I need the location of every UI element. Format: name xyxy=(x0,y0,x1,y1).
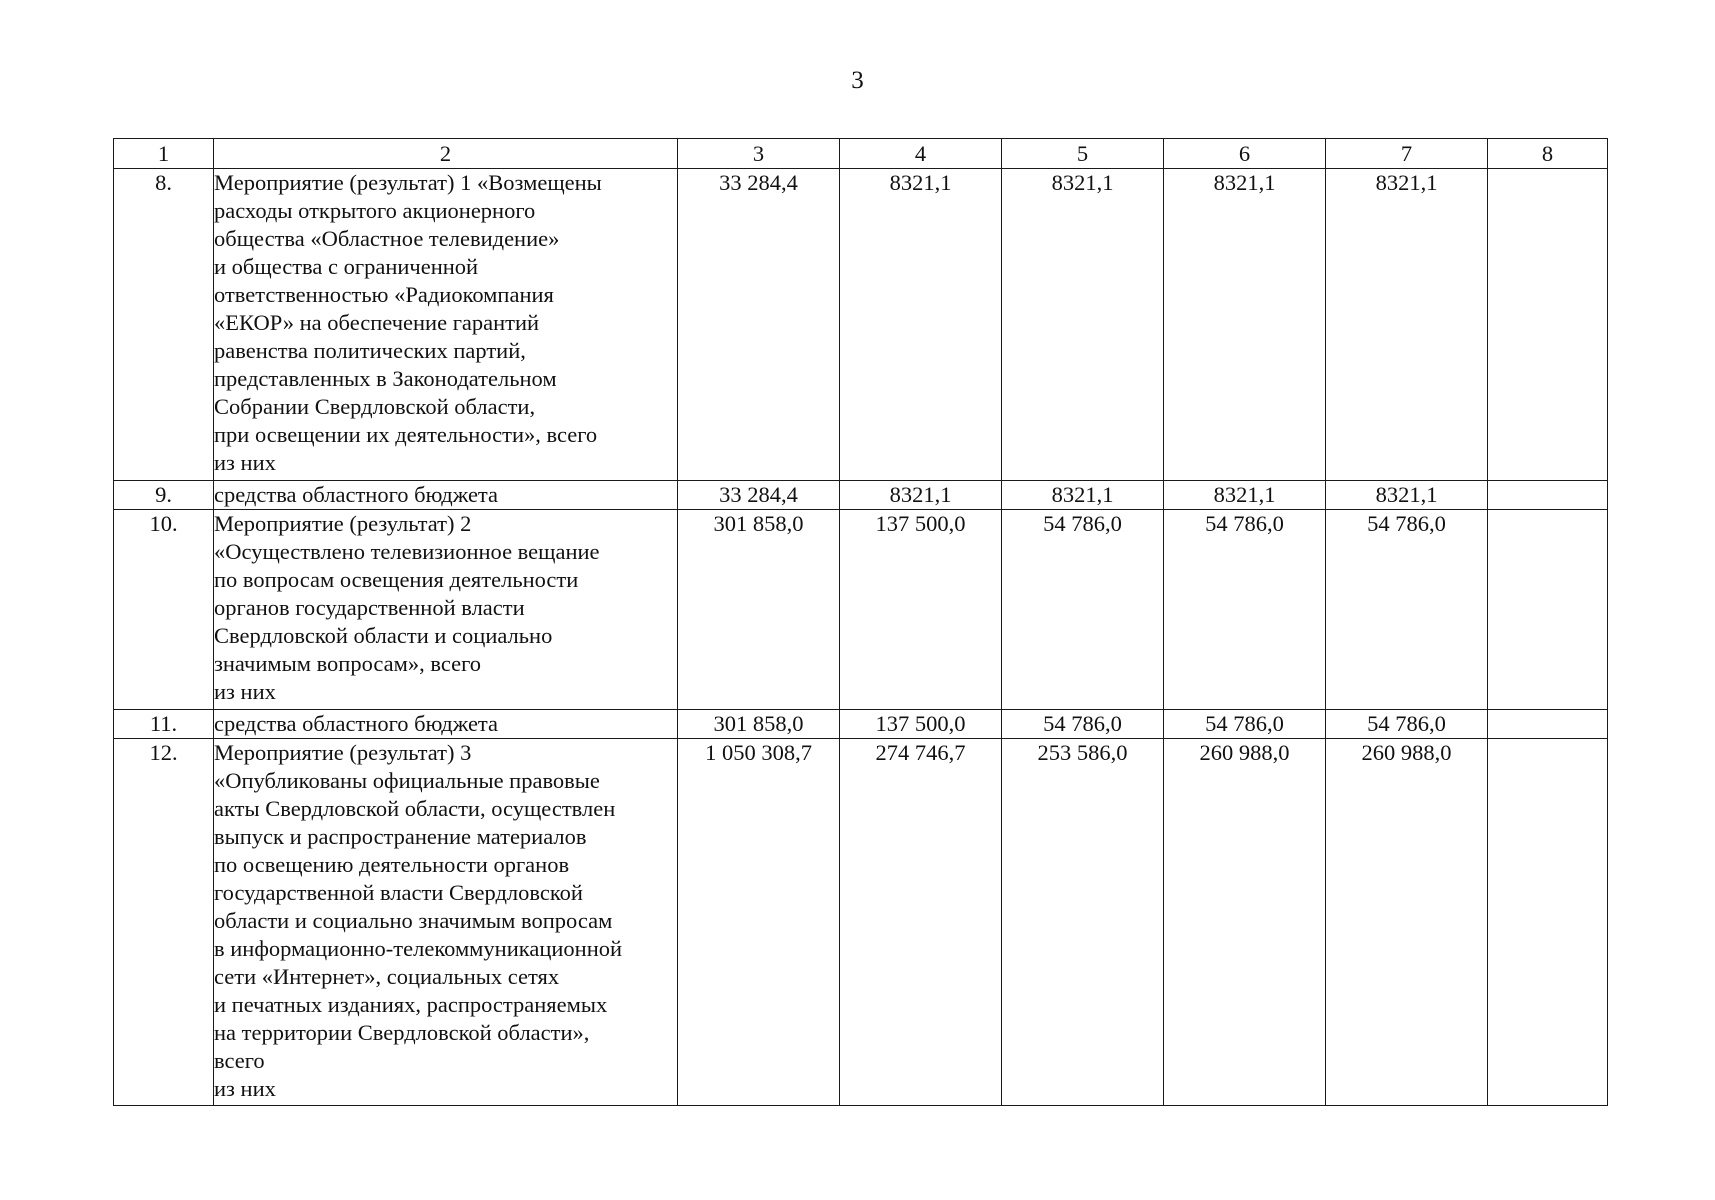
row-description: Мероприятие (результат) 2 «Осуществлено телевизионное вещание по вопросам освещения деятельности органов государственной власти Свердловской области и социально значимым вопросам», всего из них xyxy=(214,510,678,710)
value-col-6: 8321,1 xyxy=(1164,169,1326,481)
value-col-4: 137 500,0 xyxy=(840,510,1002,710)
column-header-2: 2 xyxy=(214,139,678,169)
value-col-3: 33 284,4 xyxy=(678,481,840,510)
row-number: 8. xyxy=(114,169,214,481)
value-col-6: 54 786,0 xyxy=(1164,510,1326,710)
value-col-8 xyxy=(1488,710,1608,739)
value-col-7: 260 988,0 xyxy=(1326,739,1488,1106)
value-col-7: 54 786,0 xyxy=(1326,510,1488,710)
value-col-8 xyxy=(1488,510,1608,710)
column-header-8: 8 xyxy=(1488,139,1608,169)
value-col-5: 253 586,0 xyxy=(1002,739,1164,1106)
table-row xyxy=(114,169,1608,481)
value-col-6: 54 786,0 xyxy=(1164,710,1326,739)
column-header-1: 1 xyxy=(114,139,214,169)
table-row xyxy=(114,739,1608,1106)
value-col-4: 274 746,7 xyxy=(840,739,1002,1106)
value-col-8 xyxy=(1488,481,1608,510)
value-col-4: 137 500,0 xyxy=(840,710,1002,739)
value-col-7: 54 786,0 xyxy=(1326,710,1488,739)
page-number: 3 xyxy=(851,67,864,94)
value-col-5: 54 786,0 xyxy=(1002,510,1164,710)
header-row xyxy=(114,139,1608,169)
row-description: Мероприятие (результат) 1 «Возмещены расходы открытого акционерного общества «Областное телевидение» и общества с ограниченной ответственностью «Радиокомпания «ЕКОР» на обеспечение гарантий равенства политических партий, представленных в Законодательном Собрании Свердловской области, при освещении их деятельности», всего из них xyxy=(214,169,678,481)
value-col-3: 301 858,0 xyxy=(678,510,840,710)
column-header-4: 4 xyxy=(840,139,1002,169)
value-col-5: 54 786,0 xyxy=(1002,710,1164,739)
value-col-6: 260 988,0 xyxy=(1164,739,1326,1106)
row-number: 9. xyxy=(114,481,214,510)
budget-table xyxy=(113,138,1608,1106)
value-col-4: 8321,1 xyxy=(840,481,1002,510)
table-row xyxy=(114,510,1608,710)
row-number: 11. xyxy=(114,710,214,739)
value-col-7: 8321,1 xyxy=(1326,481,1488,510)
column-header-7: 7 xyxy=(1326,139,1488,169)
row-description: средства областного бюджета xyxy=(214,481,678,510)
row-description: Мероприятие (результат) 3 «Опубликованы официальные правовые акты Свердловской области, осуществлен выпуск и распространение материалов по освещению деятельности органов государственной власти Свердловской области и социально значимым вопросам в информационно-телекоммуникационной сети «Интернет», социальных сетях и печатных изданиях, распространяемых на территории Свердловской области», всего из них xyxy=(214,739,678,1106)
value-col-5: 8321,1 xyxy=(1002,169,1164,481)
table-row xyxy=(114,481,1608,510)
value-col-7: 8321,1 xyxy=(1326,169,1488,481)
value-col-4: 8321,1 xyxy=(840,169,1002,481)
value-col-3: 1 050 308,7 xyxy=(678,739,840,1106)
value-col-8 xyxy=(1488,169,1608,481)
row-number: 12. xyxy=(114,739,214,1106)
value-col-3: 33 284,4 xyxy=(678,169,840,481)
value-col-8 xyxy=(1488,739,1608,1106)
table-row xyxy=(114,710,1608,739)
value-col-5: 8321,1 xyxy=(1002,481,1164,510)
row-description: средства областного бюджета xyxy=(214,710,678,739)
row-number: 10. xyxy=(114,510,214,710)
column-header-3: 3 xyxy=(678,139,840,169)
column-header-5: 5 xyxy=(1002,139,1164,169)
column-header-6: 6 xyxy=(1164,139,1326,169)
value-col-6: 8321,1 xyxy=(1164,481,1326,510)
value-col-3: 301 858,0 xyxy=(678,710,840,739)
